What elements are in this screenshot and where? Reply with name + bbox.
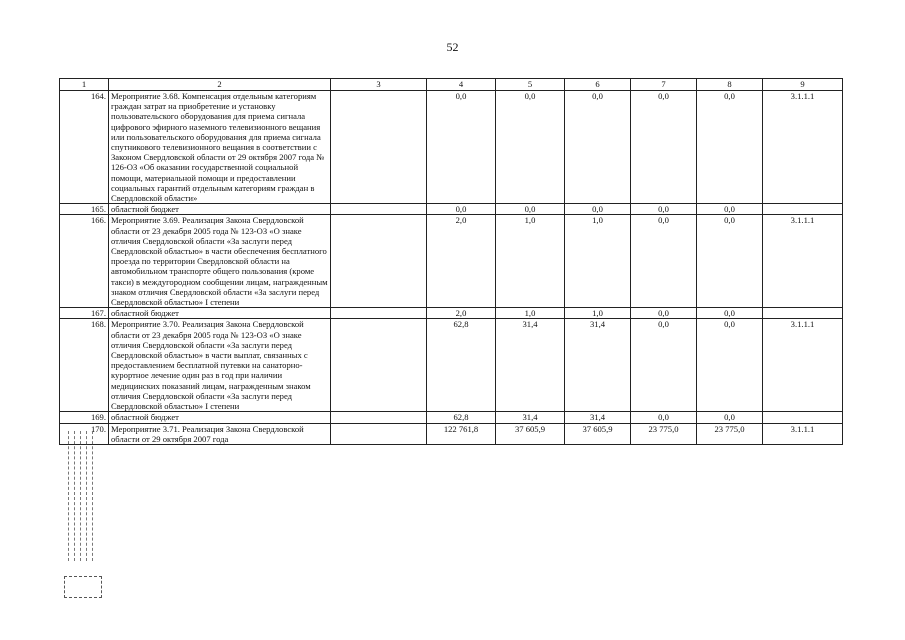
table-cell: 1,0 (565, 308, 631, 319)
table-cell (331, 204, 427, 215)
table-cell (331, 91, 427, 204)
row-description: областной бюджет (109, 308, 331, 319)
row-description: областной бюджет (109, 412, 331, 423)
row-number: 170. (60, 423, 109, 444)
table-cell: 0,0 (697, 412, 763, 423)
table-cell (763, 308, 843, 319)
column-header: 1 (60, 79, 109, 91)
table-cell (331, 215, 427, 308)
budget-table (59, 78, 843, 445)
table-cell: 37 605,9 (565, 423, 631, 444)
column-header: 7 (631, 79, 697, 91)
column-header: 2 (109, 79, 331, 91)
margin-stamp (64, 427, 100, 565)
column-header: 8 (697, 79, 763, 91)
margin-stamp-box (64, 576, 102, 598)
row-description: Мероприятие 3.69. Реализация Закона Свердловской области от 23 декабря 2005 года № 123-ОЗ «О знаке отличия Свердловской области «За заслуги перед Свердловской областью» в части обеспечения бесплатного проезда по территории Свердловской области на автомобильном транспорте общего пользования (кроме такси) в междугородном сообщении лицам, награжденным знаком отличия Свердловской области «За заслуги перед Свердловской областью» I степени (109, 215, 331, 308)
table-cell (763, 204, 843, 215)
table-cell: 0,0 (427, 91, 496, 204)
table-row (60, 319, 843, 412)
table-cell: 3.1.1.1 (763, 423, 843, 444)
table-cell: 31,4 (565, 319, 631, 412)
table-row (60, 91, 843, 204)
table-row (60, 215, 843, 308)
table-cell: 0,0 (697, 319, 763, 412)
table-cell: 0,0 (631, 308, 697, 319)
table-row (60, 423, 843, 444)
table-cell: 1,0 (496, 308, 565, 319)
table-row (60, 412, 843, 423)
table-cell: 62,8 (427, 319, 496, 412)
table-cell: 0,0 (631, 204, 697, 215)
row-number: 168. (60, 319, 109, 412)
row-description: Мероприятие 3.71. Реализация Закона Свердловской области от 29 октября 2007 года (109, 423, 331, 444)
table-cell: 1,0 (565, 215, 631, 308)
table-cell: 0,0 (631, 91, 697, 204)
row-number: 167. (60, 308, 109, 319)
table-cell (331, 412, 427, 423)
row-number: 166. (60, 215, 109, 308)
page-number: 52 (446, 40, 459, 54)
table-cell: 62,8 (427, 412, 496, 423)
table-cell: 3.1.1.1 (763, 319, 843, 412)
column-header: 3 (331, 79, 427, 91)
table-cell: 31,4 (565, 412, 631, 423)
table-cell: 0,0 (631, 215, 697, 308)
row-number: 164. (60, 91, 109, 204)
table-cell: 0,0 (565, 91, 631, 204)
row-description: Мероприятие 3.70. Реализация Закона Свердловской области от 23 декабря 2005 года № 123-ОЗ «О знаке отличия Свердловской области «За заслуги перед Свердловской областью» в части выплат, связанных с предоставлением бесплатной путевки на санаторно-курортное лечение один раз в год при наличии медицинских показаний лицам, награжденным знаком отличия Свердловской области «За заслуги перед Свердловской областью» I степени (109, 319, 331, 412)
table-cell: 0,0 (697, 308, 763, 319)
table-cell (331, 308, 427, 319)
table-cell: 0,0 (697, 215, 763, 308)
table-cell: 2,0 (427, 308, 496, 319)
table-cell: 37 605,9 (496, 423, 565, 444)
table-cell: 0,0 (697, 91, 763, 204)
table-cell (331, 319, 427, 412)
row-number: 165. (60, 204, 109, 215)
table-cell: 23 775,0 (697, 423, 763, 444)
table-cell: 122 761,8 (427, 423, 496, 444)
table-cell: 0,0 (631, 412, 697, 423)
table-cell: 3.1.1.1 (763, 91, 843, 204)
table-cell: 31,4 (496, 319, 565, 412)
table-cell (763, 412, 843, 423)
table-cell: 0,0 (496, 204, 565, 215)
table-cell: 0,0 (565, 204, 631, 215)
row-description: Мероприятие 3.68. Компенсация отдельным категориям граждан затрат на приобретение и установку пользовательского оборудования для приема сигнала цифрового эфирного наземного телевизионного вещания или пользовательского оборудования для приема сигнала спутникового телевизионного вещания в соответствии с Законом Свердловской области от 29 октября 2007 года № 126-ОЗ «Об оказании государственной социальной помощи, материальной помощи и предоставлении социальных гарантий отдельным категориям граждан в Свердловской области» (109, 91, 331, 204)
column-header: 9 (763, 79, 843, 91)
table-row (60, 204, 843, 215)
table-cell: 2,0 (427, 215, 496, 308)
column-header: 6 (565, 79, 631, 91)
row-number: 169. (60, 412, 109, 423)
header-row (60, 79, 843, 91)
table-cell: 0,0 (631, 319, 697, 412)
table-cell: 23 775,0 (631, 423, 697, 444)
table-cell: 0,0 (697, 204, 763, 215)
table-cell (331, 423, 427, 444)
row-description: областной бюджет (109, 204, 331, 215)
column-header: 4 (427, 79, 496, 91)
table-cell: 3.1.1.1 (763, 215, 843, 308)
table-cell: 1,0 (496, 215, 565, 308)
table-cell: 0,0 (427, 204, 496, 215)
table-row (60, 308, 843, 319)
table-cell: 0,0 (496, 91, 565, 204)
table-cell: 31,4 (496, 412, 565, 423)
column-header: 5 (496, 79, 565, 91)
